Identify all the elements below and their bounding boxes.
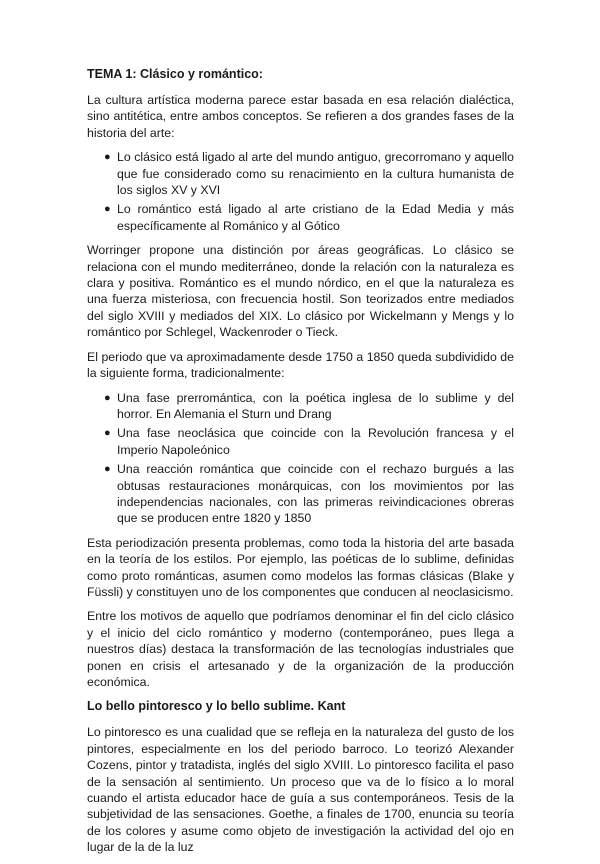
section-heading-tema1: TEMA 1: Clásico y romántico: xyxy=(87,67,263,81)
paragraph: Lo pintoresco es una cualidad que se refleja en la naturaleza del gusto de los pintores, especialmente en los del periodo barroco. Lo teorizó Alexander Cozens, pintor y tratadista, inglés del siglo XVIII. Lo pintoresco facilita el paso de la sensación al sentimiento. Un proceso que va de lo físico a lo moral cuando el artista educador hace de guía a sus contemporáneos. Tesis de la subjetividad de las sensaciones. Goethe, a finales de 1700, enuncia su teoría de los colores y asume como objeto de investigación la actividad del ojo en lugar de la de la luz xyxy=(87,725,514,855)
list-item-text: Lo romántico está ligado al arte cristiano de la Edad Media y más específicamente al Románico y al Gótico xyxy=(117,202,514,233)
document-body xyxy=(87,66,514,864)
list-item-text: Una fase prerromántica, con la poética inglesa de lo sublime y del horror. En Alemania el Sturn und Drang xyxy=(117,390,514,421)
paragraph: Entre los motivos de aquello que podríamos denominar el fin del ciclo clásico y el inicio del ciclo romántico y moderno (contemporáneo, pues llega a nuestros días) destaca la transformación de las tecnologías industriales que ponen en crisis el artesanado y de la organización de la producción económica. xyxy=(87,609,514,689)
bullet-icon: ● xyxy=(104,427,111,440)
paragraph: La cultura artística moderna parece estar basada en esa relación dialéctica, sino antitética, entre ambos conceptos. Se refieren a dos grandes fases de la historia del arte: xyxy=(87,93,514,140)
list-item xyxy=(87,425,514,458)
paragraph: El periodo que va aproximadamente desde 1750 a 1850 queda subdividido de la siguiente forma, tradicionalmente: xyxy=(87,349,514,381)
list-item xyxy=(87,149,514,198)
bullet-icon: ● xyxy=(104,151,111,164)
list-item xyxy=(87,390,514,423)
list-item xyxy=(87,461,514,527)
list-item-text: Una reacción romántica que coincide con el rechazo burgués a las obtusas restauraciones monárquicas, con los movimientos por las independencias nacionales, con las primeras reivindicaciones obreras que se producen entre 1820 y 1850 xyxy=(117,462,514,526)
bullet-icon: ● xyxy=(104,203,111,216)
paragraph: Worringer propone una distinción por áreas geográficas. Lo clásico se relaciona con el mundo mediterráneo, donde la relación con la naturaleza es clara y positiva. Romántico es el mundo nórdico, en el que la naturaleza es una fuerza misteriosa, con frecuencia hostil. Son teorizados entre mediados del siglo XVIII y mediados del XIX. Lo clásico por Wickelmann y Mengs y lo romántico por Schlegel, Wackenroder o Tieck. xyxy=(87,243,514,340)
list-item xyxy=(87,201,514,234)
list-item-text: Lo clásico está ligado al arte del mundo antiguo, grecorromano y aquello que fue considerado como su renacimiento en la cultura humanista de los siglos XV y XVI xyxy=(117,150,514,198)
list-item-text: Una fase neoclásica que coincide con la Revolución francesa y el Imperio Napoleónico xyxy=(117,426,514,457)
bullet-list xyxy=(87,149,514,234)
paragraph: Esta periodización presenta problemas, como toda la historia del arte basada en la teoría de los estilos. Por ejemplo, las poéticas de lo sublime, definidas como proto románticas, asumen como modelos las formas clásicas (Blake y Füssli) y constituyen uno de los componentes que conducen al neoclasicismo. xyxy=(87,535,514,599)
section-heading-bello: Lo bello pintoresco y lo bello sublime. Kant xyxy=(87,699,346,714)
bullet-list xyxy=(87,390,514,527)
bullet-icon: ● xyxy=(104,463,111,476)
bullet-icon: ● xyxy=(104,391,111,404)
